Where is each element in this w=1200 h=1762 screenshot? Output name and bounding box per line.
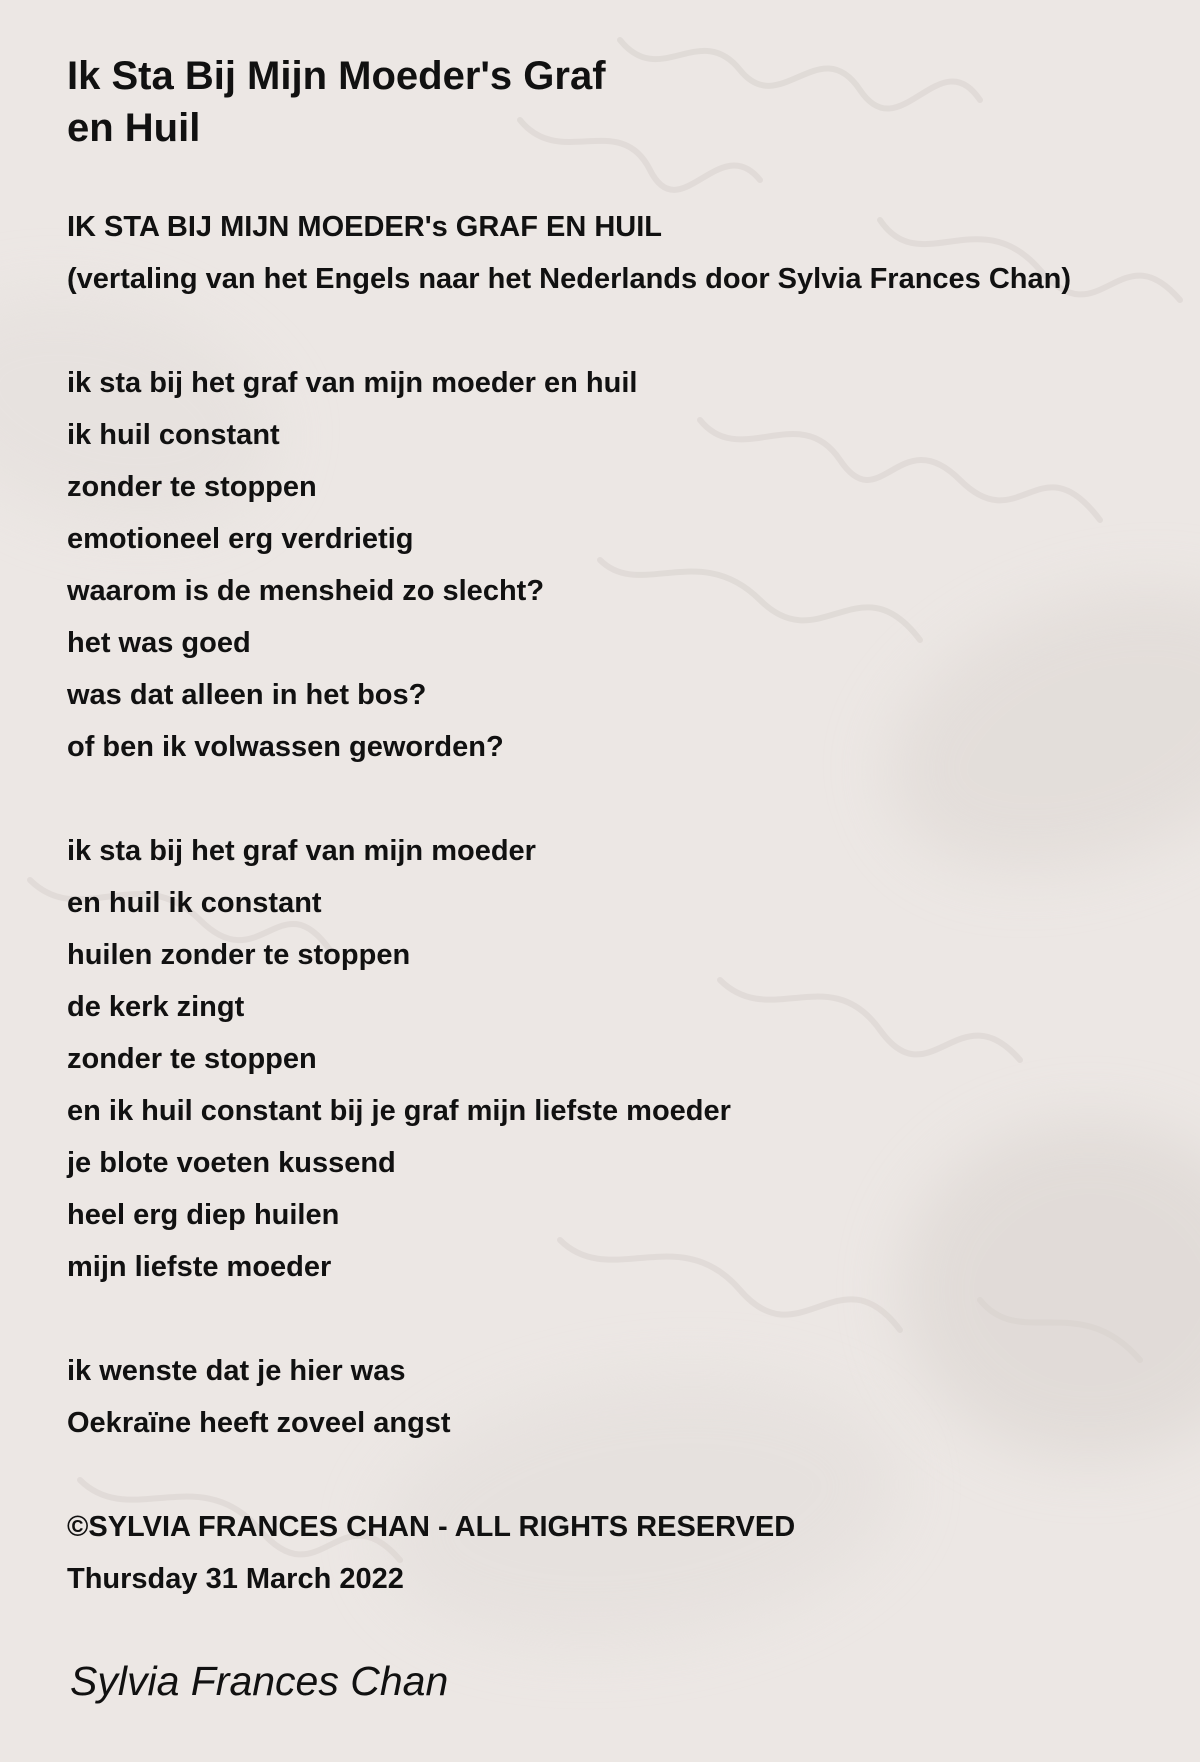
poem-title-line: Ik Sta Bij Mijn Moeder's Graf <box>67 54 606 98</box>
poem-line: heel erg diep huilen <box>67 1199 340 1231</box>
stanza-break <box>67 1449 1071 1501</box>
poem-line: huilen zonder te stoppen <box>67 939 411 971</box>
poem-line: mijn liefste moeder <box>67 1251 332 1283</box>
poem-line: ik huil constant <box>67 419 280 451</box>
poem-line: en huil ik constant <box>67 887 322 919</box>
poem-line: en ik huil constant bij je graf mijn liefste moeder <box>67 1095 731 1127</box>
poem-line: de kerk zingt <box>67 991 245 1023</box>
stanza-break <box>67 773 1071 825</box>
poem-line: of ben ik volwassen geworden? <box>67 731 504 763</box>
poem-body <box>67 201 1071 1605</box>
copyright-notice: ©SYLVIA FRANCES CHAN - ALL RIGHTS RESERVED <box>67 1511 796 1543</box>
poem-title-line: en Huil <box>67 106 201 150</box>
poem-line: ik sta bij het graf van mijn moeder en huil <box>67 367 638 399</box>
poem-line: emotioneel erg verdrietig <box>67 523 414 555</box>
poem-title <box>67 50 606 154</box>
poem-line: zonder te stoppen <box>67 471 317 503</box>
translation-note: (vertaling van het Engels naar het Nederlands door Sylvia Frances Chan) <box>67 263 1072 295</box>
stanza-break <box>67 1293 1071 1345</box>
author-signature: Sylvia Frances Chan <box>70 1658 449 1704</box>
poem-heading: IK STA BIJ MIJN MOEDER's GRAF EN HUIL <box>67 211 662 243</box>
poem-line: was dat alleen in het bos? <box>67 679 427 711</box>
stanza-break <box>67 305 1071 357</box>
poem-line: ik sta bij het graf van mijn moeder <box>67 835 536 867</box>
poem-date: Thursday 31 March 2022 <box>67 1563 404 1595</box>
poem-line: zonder te stoppen <box>67 1043 317 1075</box>
poem-line: waarom is de mensheid zo slecht? <box>67 575 545 607</box>
poem-line: je blote voeten kussend <box>67 1147 396 1179</box>
poem-line: het was goed <box>67 627 251 659</box>
poem-line: ik wenste dat je hier was <box>67 1355 406 1387</box>
poem-line: Oekraïne heeft zoveel angst <box>67 1407 451 1439</box>
